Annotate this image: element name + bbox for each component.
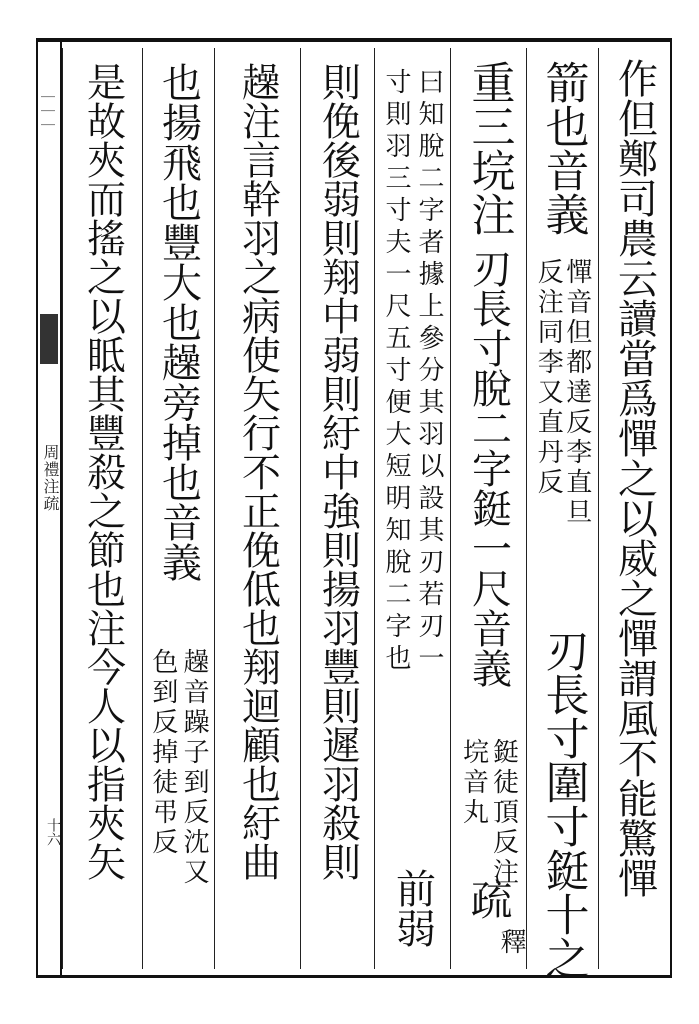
annotation-block xyxy=(451,738,526,888)
annotation-left: 寸則羽三寸夫一尺五寸便大短明知脫二字也 xyxy=(381,68,411,676)
column-text: 則俛後弱則翔中弱則紆中強則揚羽豐則遲羽殺則 xyxy=(315,62,361,881)
text-column-7 xyxy=(142,48,214,969)
annotation-right: 鋌徒頂反注 xyxy=(488,738,519,888)
column-text: 重三垸注 xyxy=(463,60,515,236)
text-column-2 xyxy=(526,48,598,980)
column-text: 疏 xyxy=(464,878,514,920)
column-text: 前弱 xyxy=(389,868,436,948)
page-number: 十六 xyxy=(45,818,61,846)
annotation-block xyxy=(143,648,214,948)
text-column-3 xyxy=(450,48,526,969)
column-text: 刃長寸圍寸鋌十之 xyxy=(537,628,589,980)
column-text: 刃長寸脫二字鋌一尺音義 xyxy=(465,248,512,688)
annotation-right: 趮音躁子到反沈又 xyxy=(179,648,210,888)
margin-black-mark xyxy=(40,314,58,364)
text-column-4 xyxy=(374,48,450,969)
page-frame xyxy=(36,38,672,978)
text-column-1 xyxy=(598,48,670,969)
column-text: 作但鄭司農云讀當爲憚之以威之憚謂風不能驚憚 xyxy=(611,58,658,898)
annotation-left: 反注同李又直丹反 xyxy=(533,258,564,498)
book-title: 周禮注疏 xyxy=(41,444,60,512)
text-column-8 xyxy=(62,48,142,969)
annotation-right: 憚音但都達反李直旦 xyxy=(561,258,592,528)
column-text: 箭也音義 xyxy=(537,60,589,236)
column-text: 趮注言幹羽之病使矢行不正俛低也翔迴顧也紆曲 xyxy=(235,62,281,881)
column-text: 是故夾而搖之以眡其豐殺之節也注今人以指夾矢 xyxy=(80,62,126,881)
annotation-left: 垸音丸 xyxy=(458,738,489,828)
annotation-left: 色到反掉徒弔反 xyxy=(147,648,178,858)
annotation-right: 釋 xyxy=(496,928,526,958)
annotation-block xyxy=(527,258,598,658)
annotation-right: 曰知脫二字者據上參分其羽以設其刃若刃一 xyxy=(414,68,444,676)
column-text: 也揚飛也豐大也趮旁掉也音義 xyxy=(155,62,202,582)
margin-marks: ｜｜｜ xyxy=(39,90,55,132)
text-column-6 xyxy=(214,48,300,969)
text-column-5 xyxy=(300,48,374,969)
margin-gutter xyxy=(38,42,62,975)
